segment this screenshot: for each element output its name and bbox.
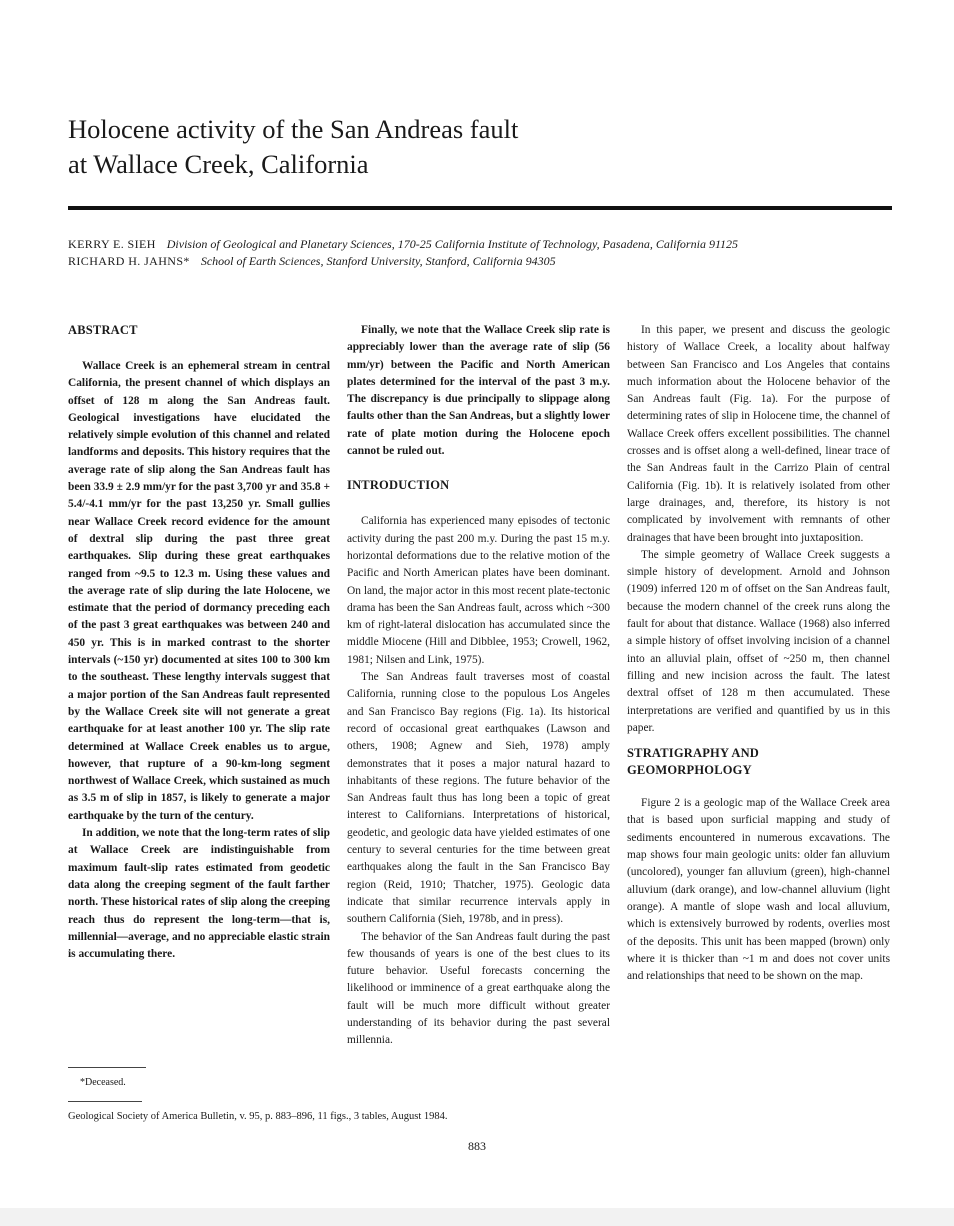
author-line-2 <box>68 253 908 270</box>
introduction-paragraph-1: California has experienced many episodes of tectonic activity during the past 200 m.y. During the past 15 m.y. horizontal deformations due to the relative motion of the Pacific and North American plates have been dominant. On land, the major actor in this most recent plate-tectonic drama has been the San Andreas fault, across which ~300 km of right-lateral dislocation has accumulated since the middle Miocene (Hill and Dibblee, 1953; Crowell, 1962, 1981; Nilsen and Link, 1975). <box>347 515 610 666</box>
stratigraphy-heading-line-1: STRATIGRAPHY AND <box>627 746 760 761</box>
citation-rule <box>68 1101 142 1102</box>
introduction-paragraph-4: In this paper, we present and discuss the geologic history of Wallace Creek, a locality about halfway between San Francisco and Los Angeles that contains much information about the Holocene behavior of the San Andreas fault (Fig. 1a). For the purpose of determining rates of slip in Holocene time, the channel of Wallace Creek offers excellent possibilities. The channel crosses and is offset along a well-defined, linear trace of the San Andreas fault in the Carrizo Plain of central California (Fig. 1b). It is relatively isolated from other large drainages, and, therefore, its history is not complicated by involvement with remnants of other drainages that have been brought into juxtaposition. <box>627 324 890 544</box>
author-block <box>68 236 908 270</box>
author-affiliation-2: School of Earth Sciences, Stanford University, Stanford, California 94305 <box>200 254 556 268</box>
scan-bottom-band <box>0 1208 954 1226</box>
column-3 <box>627 322 890 985</box>
stratigraphy-paragraph-1: Figure 2 is a geologic map of the Wallace Creek area that is based upon surficial mapping and study of sediments encountered in numerous excavations. The map shows four main geologic units: older fan alluvium (uncolored), younger fan alluvium (green), high-channel alluvium (dark orange), and low-channel alluvium (light orange). A mantle of slope wash and local alluvium, which is extensively burrowed by rodents, overlies most of the deposits. This unit has been mapped (brown) only where it is thicker than ~1 m and does not cover units and relationships that need to be shown on the map. <box>627 797 890 983</box>
footnote-rule <box>68 1067 146 1068</box>
author-name-1: KERRY E. SIEH <box>68 237 156 251</box>
title-line-1: Holocene activity of the San Andreas fault <box>68 114 519 144</box>
stratigraphy-heading-line-2: GEOMORPHOLOGY <box>627 763 752 778</box>
page-number: 883 <box>468 1139 486 1153</box>
stratigraphy-heading <box>627 745 890 779</box>
column-1 <box>68 322 330 963</box>
journal-citation: Geological Society of America Bulletin, v. 95, p. 883–896, 11 figs., 3 tables, August 1984. <box>68 1111 448 1122</box>
introduction-paragraph-3: The behavior of the San Andreas fault during the past few thousands of years is one of the best clues to its future behavior. Useful forecasts concerning the likelihood or imminence of a great earthquake along the fault will be much more difficult without greater understanding of its behavior during the past several millennia. <box>347 930 610 1047</box>
abstract-paragraph-1: Wallace Creek is an ephemeral stream in central California, the present channel of which displays an offset of 128 m along the San Andreas fault. Geological investigations have elucidated the relatively simple evolution of this channel and related landforms and deposits. This history requires that the average rate of slip along the San Andreas fault has been 33.9 ± 2.9 mm/yr for the past 3,700 yr and 35.8 + 5.4/-4.1 mm/yr for the past 13,250 yr. Small gullies near Wallace Creek record evidence for the amount of dextral slip during the past three great earthquakes. Slip during these great earthquakes ranged from ~9.5 to 12.3 m. Using these values and the average rate of slip during the late Holocene, we estimate that the period of dormancy preceding each of the past 3 great earthquakes was between 240 and 450 yr. This is in marked contrast to the shorter intervals (~150 yr) documented at sites 100 to 300 km to the southeast. These lengthy intervals suggest that a major portion of the San Andreas fault represented by the Wallace Creek site will not generate a great earthquake for at least another 100 yr. The slip rate determined at Wallace Creek enables us to argue, however, that rupture of a 90-km-long segment northwest of Wallace Creek, which sustained as much as 3.5 m of slip in 1857, is likely to generate a major earthquake by the turn of the century. <box>68 360 330 822</box>
author-line-1 <box>68 236 908 253</box>
introduction-paragraph-5: The simple geometry of Wallace Creek suggests a simple history of development. Arnold and Johnson (1909) inferred 120 m of offset on the San Andreas fault, because the modern channel of the creek runs along the fault for about that distance. Wallace (1968) also inferred a simple history of offset involving incision of a channel into an alluvial plain, offset of ~250 m, then channel filling and new incision across the fault. The latest dextral offset of 128 m then accumulated. These interpretations are verified and quantified by us in this paper. <box>627 548 890 734</box>
column-2 <box>347 322 610 1050</box>
abstract-paragraph-2: In addition, we note that the long-term rates of slip at Wallace Creek are indistinguishable from maximum fault-slip rates estimated from geodetic data along the creeping segment of the fault farther north. These historical rates of slip along the creeping reach thus do represent the long-term—that is, millennial—average, and no appreciable elastic strain is accumulating there. <box>68 827 330 961</box>
title-rule <box>68 206 892 210</box>
author-name-2: RICHARD H. JAHNS* <box>68 254 190 268</box>
article-title <box>68 112 828 182</box>
title-line-2: at Wallace Creek, California <box>68 149 369 179</box>
abstract-paragraph-3: Finally, we note that the Wallace Creek slip rate is appreciably lower than the average rate of slip (56 mm/yr) between the Pacific and North American plates determined for the interval of the past 3 m.y. The discrepancy is due principally to slippage along faults other than the San Andreas, but a slightly lower rate of plate motion during the Holocene epoch cannot be ruled out. <box>347 324 610 458</box>
author-affiliation-1: Division of Geological and Planetary Sciences, 170-25 California Institute of Technology, Pasadena, California 91125 <box>166 237 739 251</box>
introduction-heading: INTRODUCTION <box>347 478 450 493</box>
introduction-paragraph-2: The San Andreas fault traverses most of coastal California, running close to the populous Los Angeles and San Francisco Bay regions (Fig. 1a). Its historical record of occasional great earthquakes (Lawson and others, 1908; Agnew and Sieh, 1978) amply demonstrates that it poses a major natural hazard to inhabitants of these regions. The future behavior of the San Andreas fault thus has long been a topic of great interest to Californians. Interpretations of historical, geodetic, and geologic data have yielded estimates of one century to several centuries for the time between great earthquakes along the fault in the San Francisco Bay region (Reid, 1910; Thatcher, 1975). Geologic data indicate that similar recurrence intervals apply in southern California (Sieh, 1978b, and in press). <box>347 671 610 926</box>
abstract-heading: ABSTRACT <box>68 323 138 337</box>
footnote: *Deceased. <box>80 1077 126 1088</box>
